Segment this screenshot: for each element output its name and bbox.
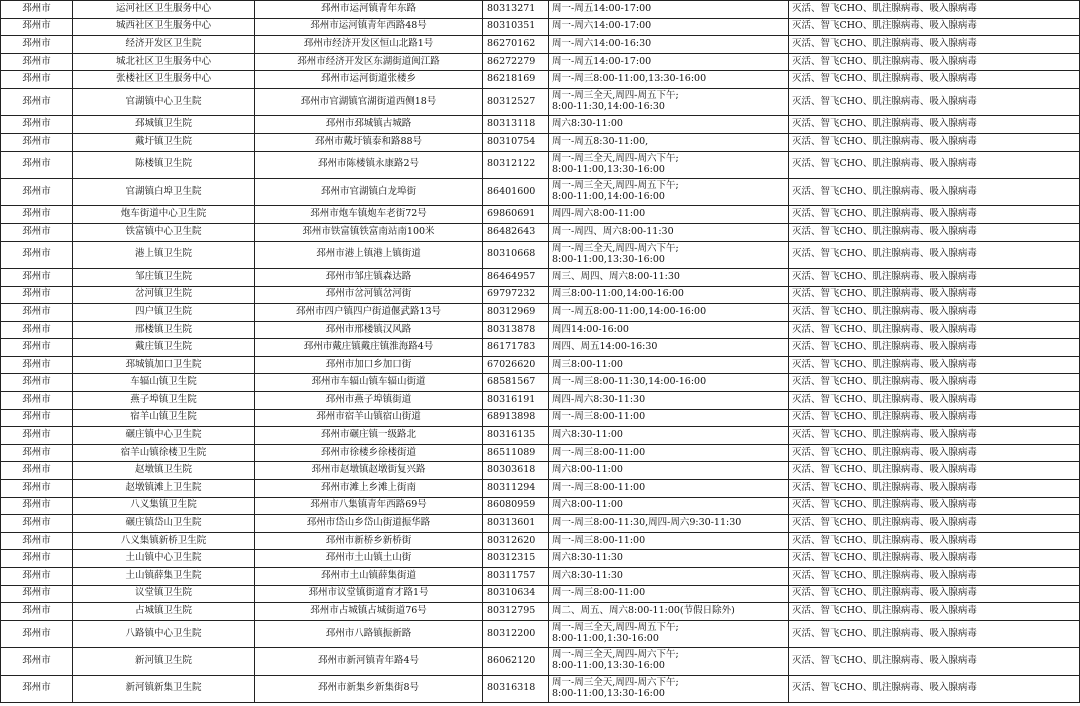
city-cell: 邳州市 [1, 462, 73, 480]
phone-cell: 80310754 [483, 133, 549, 151]
city-cell: 邳州市 [1, 321, 73, 339]
phone-cell: 80313878 [483, 321, 549, 339]
vaccines-cell: 灭活、智飞CHO、肌注腺病毒、吸入腺病毒 [789, 620, 1080, 647]
city-cell: 邳州市 [1, 480, 73, 498]
city-cell: 邳州市 [1, 409, 73, 427]
phone-cell: 80313118 [483, 116, 549, 134]
table-row [1, 53, 1080, 71]
hours-cell [549, 321, 789, 339]
city-cell: 邳州市 [1, 241, 73, 268]
vaccines-cell: 灭活、智飞CHO、肌注腺病毒、吸入腺病毒 [789, 53, 1080, 71]
phone-cell: 86272279 [483, 53, 549, 71]
hours-line: 周一-周三8:00-11:00 [552, 534, 646, 546]
address-cell: 邳州市碾庄镇一级路北 [255, 427, 483, 445]
hours-line: 周一-周六14:00-17:00 [552, 20, 652, 32]
address-cell: 邳州市港上镇港上镇街道 [255, 241, 483, 268]
hours-cell [549, 532, 789, 550]
vaccines-cell: 灭活、智飞CHO、肌注腺病毒、吸入腺病毒 [789, 532, 1080, 550]
address-cell: 邳州市宿羊山镇宿山街道 [255, 409, 483, 427]
city-cell: 邳州市 [1, 206, 73, 224]
table-row [1, 178, 1080, 205]
vaccines-cell: 灭活、智飞CHO、肌注腺病毒、吸入腺病毒 [789, 241, 1080, 268]
address-cell: 邳州市八路镇振新路 [255, 620, 483, 647]
phone-cell: 86464957 [483, 268, 549, 286]
phone-cell: 80316135 [483, 427, 549, 445]
table-row [1, 133, 1080, 151]
table-row [1, 497, 1080, 515]
phone-cell: 80312969 [483, 304, 549, 322]
hours-line: 周四-周六8:30-11:30 [552, 393, 646, 405]
table-row [1, 374, 1080, 392]
table-row [1, 585, 1080, 603]
address-cell: 邳州市炮车镇炮车老街72号 [255, 206, 483, 224]
site-name-cell: 碾庄镇岱山卫生院 [73, 515, 255, 533]
city-cell: 邳州市 [1, 268, 73, 286]
hours-cell [549, 675, 789, 702]
phone-cell: 80303618 [483, 462, 549, 480]
hours-cell [549, 116, 789, 134]
phone-cell: 67026620 [483, 356, 549, 374]
table-row [1, 675, 1080, 702]
hours-line: 周一-周三8:00-11:00 [552, 446, 646, 458]
table-row [1, 71, 1080, 89]
site-name-cell: 邳城镇加口卫生院 [73, 356, 255, 374]
vaccines-cell: 灭活、智飞CHO、肌注腺病毒、吸入腺病毒 [789, 427, 1080, 445]
site-name-cell: 陈楼镇卫生院 [73, 151, 255, 178]
phone-cell: 86080959 [483, 497, 549, 515]
table-row [1, 116, 1080, 134]
hours-cell [549, 356, 789, 374]
city-cell: 邳州市 [1, 444, 73, 462]
hours-line: 周一-周三8:00-11:00 [552, 411, 646, 423]
table-row [1, 462, 1080, 480]
city-cell: 邳州市 [1, 515, 73, 533]
hours-line: 周六8:00-11:00 [552, 464, 623, 476]
address-cell: 邳州市铁富镇铁富南站南100米 [255, 223, 483, 241]
vaccines-cell: 灭活、智飞CHO、肌注腺病毒、吸入腺病毒 [789, 356, 1080, 374]
phone-cell: 80312795 [483, 603, 549, 621]
address-cell: 邳州市经济开发区恒山北路1号 [255, 36, 483, 54]
table-row [1, 620, 1080, 647]
city-cell: 邳州市 [1, 356, 73, 374]
site-name-cell: 燕子埠镇卫生院 [73, 392, 255, 410]
table-row [1, 427, 1080, 445]
address-cell: 邳州市经济开发区东湖街道闽江路 [255, 53, 483, 71]
table-row [1, 392, 1080, 410]
hours-line: 周六8:30-11:30 [552, 569, 623, 581]
hours-cell [549, 427, 789, 445]
site-name-cell: 八义集镇新桥卫生院 [73, 532, 255, 550]
city-cell: 邳州市 [1, 178, 73, 205]
phone-cell: 80312620 [483, 532, 549, 550]
vaccines-cell: 灭活、智飞CHO、肌注腺病毒、吸入腺病毒 [789, 585, 1080, 603]
hours-line: 周一-周三全天,周四-周六下午; [552, 649, 679, 661]
address-cell: 邳州市滩上乡滩上街南 [255, 480, 483, 498]
hours-cell [549, 286, 789, 304]
address-cell: 邳州市车辐山镇车辐山街道 [255, 374, 483, 392]
phone-cell: 80316318 [483, 675, 549, 702]
city-cell: 邳州市 [1, 550, 73, 568]
address-cell: 邳州市岔河镇岔河街 [255, 286, 483, 304]
site-name-cell: 戴庄镇卫生院 [73, 339, 255, 357]
vaccines-cell: 灭活、智飞CHO、肌注腺病毒、吸入腺病毒 [789, 444, 1080, 462]
site-name-cell: 宿羊山镇徐楼卫生院 [73, 444, 255, 462]
city-cell: 邳州市 [1, 88, 73, 115]
hours-line: 周一-周三8:00-11:00,13:30-16:00 [552, 73, 707, 85]
hours-cell [549, 223, 789, 241]
site-name-cell: 宿羊山镇卫生院 [73, 409, 255, 427]
vaccines-cell: 灭活、智飞CHO、肌注腺病毒、吸入腺病毒 [789, 374, 1080, 392]
phone-cell: 80312200 [483, 620, 549, 647]
phone-cell: 80311294 [483, 480, 549, 498]
phone-cell: 80311757 [483, 568, 549, 586]
address-cell: 邳州市赵墩镇赵墩街复兴路 [255, 462, 483, 480]
address-cell: 邳州市官湖镇官湖街道西侧18号 [255, 88, 483, 115]
phone-cell: 69797232 [483, 286, 549, 304]
hours-line: 周一-周五8:00-11:00,14:00-16:00 [552, 305, 707, 317]
hours-line: 8:00-11:00,13:30-16:00 [552, 687, 665, 699]
table-row [1, 568, 1080, 586]
vaccines-cell: 灭活、智飞CHO、肌注腺病毒、吸入腺病毒 [789, 339, 1080, 357]
hours-line: 8:00-11:00,13:30-16:00 [552, 253, 665, 265]
city-cell: 邳州市 [1, 532, 73, 550]
hours-line: 周四-周六8:00-11:00 [552, 208, 646, 220]
hours-line: 周六8:30-11:00 [552, 429, 623, 441]
vaccines-cell: 灭活、智飞CHO、肌注腺病毒、吸入腺病毒 [789, 88, 1080, 115]
city-cell: 邳州市 [1, 304, 73, 322]
table-row [1, 241, 1080, 268]
table-body [1, 1, 1080, 703]
vaccines-cell: 灭活、智飞CHO、肌注腺病毒、吸入腺病毒 [789, 178, 1080, 205]
site-name-cell: 新河镇卫生院 [73, 648, 255, 675]
hours-line: 周四14:00-16:00 [552, 323, 629, 335]
phone-cell: 86062120 [483, 648, 549, 675]
site-name-cell: 议堂镇卫生院 [73, 585, 255, 603]
address-cell: 邳州市四户镇四户街道偃武路13号 [255, 304, 483, 322]
address-cell: 邳州市议堂镇街道育才路1号 [255, 585, 483, 603]
vaccines-cell: 灭活、智飞CHO、肌注腺病毒、吸入腺病毒 [789, 268, 1080, 286]
site-name-cell: 占城镇卫生院 [73, 603, 255, 621]
vaccines-cell: 灭活、智飞CHO、肌注腺病毒、吸入腺病毒 [789, 133, 1080, 151]
address-cell: 邳州市八集镇青年西路69号 [255, 497, 483, 515]
site-name-cell: 炮车街道中心卫生院 [73, 206, 255, 224]
hours-cell [549, 133, 789, 151]
hours-cell [549, 497, 789, 515]
table-row [1, 88, 1080, 115]
site-name-cell: 运河社区卫生服务中心 [73, 1, 255, 19]
hours-cell [549, 71, 789, 89]
vaccines-cell: 灭活、智飞CHO、肌注腺病毒、吸入腺病毒 [789, 568, 1080, 586]
hours-cell [549, 36, 789, 54]
phone-cell: 80310634 [483, 585, 549, 603]
hours-cell [549, 444, 789, 462]
table-row [1, 532, 1080, 550]
vaccines-cell: 灭活、智飞CHO、肌注腺病毒、吸入腺病毒 [789, 497, 1080, 515]
phone-cell: 86482643 [483, 223, 549, 241]
hours-cell [549, 1, 789, 19]
hours-line: 周一-周三8:00-11:00 [552, 587, 646, 599]
table-row [1, 151, 1080, 178]
phone-cell: 80312122 [483, 151, 549, 178]
hours-line: 周一-周五14:00-17:00 [552, 2, 652, 14]
table-row [1, 223, 1080, 241]
phone-cell: 80310668 [483, 241, 549, 268]
site-name-cell: 戴圩镇卫生院 [73, 133, 255, 151]
site-name-cell: 城西社区卫生服务中心 [73, 18, 255, 36]
site-name-cell: 新河镇新集卫生院 [73, 675, 255, 702]
hours-cell [549, 620, 789, 647]
table-row [1, 1, 1080, 19]
site-name-cell: 官湖镇白埠卫生院 [73, 178, 255, 205]
site-name-cell: 铁富镇中心卫生院 [73, 223, 255, 241]
phone-cell: 86511089 [483, 444, 549, 462]
site-name-cell: 邹庄镇卫生院 [73, 268, 255, 286]
table-row [1, 515, 1080, 533]
hours-cell [549, 339, 789, 357]
table-row [1, 409, 1080, 427]
hours-line: 8:00-11:00,13:30-16:00 [552, 660, 665, 672]
address-cell: 邳州市运河镇青年东路 [255, 1, 483, 19]
address-cell: 邳州市占城镇占城街道76号 [255, 603, 483, 621]
hours-line: 8:00-11:30,14:00-16:30 [552, 101, 665, 113]
city-cell: 邳州市 [1, 53, 73, 71]
hours-line: 周一-周六14:00-16:30 [552, 38, 652, 50]
phone-cell: 80316191 [483, 392, 549, 410]
hours-line: 周三8:00-11:00,14:00-16:00 [552, 288, 684, 300]
site-name-cell: 八义集镇卫生院 [73, 497, 255, 515]
city-cell: 邳州市 [1, 603, 73, 621]
hours-line: 周二、周五、周六8:00-11:00(节假日除外) [552, 605, 735, 617]
hours-cell [549, 88, 789, 115]
city-cell: 邳州市 [1, 568, 73, 586]
table-row [1, 206, 1080, 224]
vaccines-cell: 灭活、智飞CHO、肌注腺病毒、吸入腺病毒 [789, 151, 1080, 178]
hours-line: 周一-周三8:00-11:00 [552, 481, 646, 493]
hours-line: 周一-周三全天,周四-周六下午; [552, 242, 679, 254]
address-cell: 邳州市戴庄镇戴庄镇淮海路4号 [255, 339, 483, 357]
hours-line: 周一-周三全天,周四-周六下午; [552, 676, 679, 688]
table-row [1, 268, 1080, 286]
vaccines-cell: 灭活、智飞CHO、肌注腺病毒、吸入腺病毒 [789, 648, 1080, 675]
vaccines-cell: 灭活、智飞CHO、肌注腺病毒、吸入腺病毒 [789, 603, 1080, 621]
vaccines-cell: 灭活、智飞CHO、肌注腺病毒、吸入腺病毒 [789, 409, 1080, 427]
city-cell: 邳州市 [1, 71, 73, 89]
site-name-cell: 邢楼镇卫生院 [73, 321, 255, 339]
hours-line: 周一-周三8:00-11:30,14:00-16:00 [552, 376, 707, 388]
hours-cell [549, 374, 789, 392]
address-cell: 邳州市戴圩镇泰和路88号 [255, 133, 483, 151]
city-cell: 邳州市 [1, 392, 73, 410]
site-name-cell: 港上镇卫生院 [73, 241, 255, 268]
vaccines-cell: 灭活、智飞CHO、肌注腺病毒、吸入腺病毒 [789, 36, 1080, 54]
phone-cell: 69860691 [483, 206, 549, 224]
hours-cell [549, 206, 789, 224]
address-cell: 邳州市运河镇青年西路48号 [255, 18, 483, 36]
phone-cell: 86270162 [483, 36, 549, 54]
hours-cell [549, 392, 789, 410]
table-row [1, 648, 1080, 675]
city-cell: 邳州市 [1, 675, 73, 702]
hours-cell [549, 480, 789, 498]
address-cell: 邳州市官湖镇白龙埠街 [255, 178, 483, 205]
address-cell: 邳州市新桥乡新桥街 [255, 532, 483, 550]
site-name-cell: 赵墩镇卫生院 [73, 462, 255, 480]
vaccines-cell: 灭活、智飞CHO、肌注腺病毒、吸入腺病毒 [789, 321, 1080, 339]
city-cell: 邳州市 [1, 18, 73, 36]
hours-cell [549, 409, 789, 427]
hours-cell [549, 515, 789, 533]
vaccines-cell: 灭活、智飞CHO、肌注腺病毒、吸入腺病毒 [789, 675, 1080, 702]
vaccines-cell: 灭活、智飞CHO、肌注腺病毒、吸入腺病毒 [789, 116, 1080, 134]
hours-cell [549, 568, 789, 586]
hours-line: 周四、周五14:00-16:30 [552, 341, 658, 353]
hours-cell [549, 550, 789, 568]
phone-cell: 80312527 [483, 88, 549, 115]
site-name-cell: 经济开发区卫生院 [73, 36, 255, 54]
hours-cell [549, 648, 789, 675]
address-cell: 邳州市新河镇青年路4号 [255, 648, 483, 675]
hours-cell [549, 603, 789, 621]
phone-cell: 80310351 [483, 18, 549, 36]
hours-line: 周六8:00-11:00 [552, 499, 623, 511]
vaccines-cell: 灭活、智飞CHO、肌注腺病毒、吸入腺病毒 [789, 286, 1080, 304]
hours-cell [549, 241, 789, 268]
address-cell: 邳州市邳城镇古城路 [255, 116, 483, 134]
table-row [1, 550, 1080, 568]
hours-line: 周一-周三8:00-11:30,周四-周六9:30-11:30 [552, 517, 742, 529]
hours-cell [549, 462, 789, 480]
city-cell: 邳州市 [1, 648, 73, 675]
city-cell: 邳州市 [1, 339, 73, 357]
phone-cell: 80313601 [483, 515, 549, 533]
site-name-cell: 四户镇卫生院 [73, 304, 255, 322]
site-name-cell: 官湖镇中心卫生院 [73, 88, 255, 115]
phone-cell: 80312315 [483, 550, 549, 568]
hours-line: 8:00-11:00,14:00-16:00 [552, 191, 665, 203]
address-cell: 邳州市新集乡新集街8号 [255, 675, 483, 702]
hours-line: 周一-周五8:30-11:00, [552, 135, 649, 147]
city-cell: 邳州市 [1, 620, 73, 647]
phone-cell: 80313271 [483, 1, 549, 19]
hours-line: 周一-周三全天,周四-周五下午; [552, 90, 679, 102]
site-name-cell: 八路镇中心卫生院 [73, 620, 255, 647]
hours-line: 周一-周五14:00-17:00 [552, 55, 652, 67]
vaccines-cell: 灭活、智飞CHO、肌注腺病毒、吸入腺病毒 [789, 515, 1080, 533]
city-cell: 邳州市 [1, 223, 73, 241]
site-name-cell: 张楼社区卫生服务中心 [73, 71, 255, 89]
vaccines-cell: 灭活、智飞CHO、肌注腺病毒、吸入腺病毒 [789, 1, 1080, 19]
site-name-cell: 土山镇薛集卫生院 [73, 568, 255, 586]
address-cell: 邳州市邢楼镇汉风路 [255, 321, 483, 339]
address-cell: 邳州市邹庄镇森达路 [255, 268, 483, 286]
table-row [1, 356, 1080, 374]
city-cell: 邳州市 [1, 427, 73, 445]
address-cell: 邳州市运河街道张楼乡 [255, 71, 483, 89]
site-name-cell: 碾庄镇中心卫生院 [73, 427, 255, 445]
hours-line: 周三、周四、周六8:00-11:30 [552, 270, 680, 282]
hours-cell [549, 53, 789, 71]
hours-cell [549, 304, 789, 322]
city-cell: 邳州市 [1, 497, 73, 515]
vaccines-cell: 灭活、智飞CHO、肌注腺病毒、吸入腺病毒 [789, 480, 1080, 498]
address-cell: 邳州市土山镇薛集街道 [255, 568, 483, 586]
city-cell: 邳州市 [1, 36, 73, 54]
hours-cell [549, 18, 789, 36]
hours-line: 周一-周三全天,周四-周六下午; [552, 152, 679, 164]
phone-cell: 68581567 [483, 374, 549, 392]
hours-line: 周三8:00-11:00 [552, 358, 623, 370]
hours-line: 周一-周四、周六8:00-11:30 [552, 225, 674, 237]
city-cell: 邳州市 [1, 374, 73, 392]
city-cell: 邳州市 [1, 133, 73, 151]
hours-line: 周一-周三全天,周四-周五下午; [552, 180, 679, 192]
address-cell: 邳州市陈楼镇永康路2号 [255, 151, 483, 178]
table-row [1, 321, 1080, 339]
table-row [1, 339, 1080, 357]
city-cell: 邳州市 [1, 151, 73, 178]
table-row [1, 18, 1080, 36]
address-cell: 邳州市岱山乡岱山街道振华路 [255, 515, 483, 533]
phone-cell: 86171783 [483, 339, 549, 357]
phone-cell: 86401600 [483, 178, 549, 205]
table-row [1, 286, 1080, 304]
site-name-cell: 赵墩镇滩上卫生院 [73, 480, 255, 498]
address-cell: 邳州市燕子埠镇街道 [255, 392, 483, 410]
vaccines-cell: 灭活、智飞CHO、肌注腺病毒、吸入腺病毒 [789, 462, 1080, 480]
hours-line: 周六8:30-11:30 [552, 552, 623, 564]
vaccines-cell: 灭活、智飞CHO、肌注腺病毒、吸入腺病毒 [789, 392, 1080, 410]
city-cell: 邳州市 [1, 585, 73, 603]
vaccines-cell: 灭活、智飞CHO、肌注腺病毒、吸入腺病毒 [789, 550, 1080, 568]
hours-line: 8:00-11:00,1:30-16:00 [552, 632, 659, 644]
hours-line: 8:00-11:00,13:30-16:00 [552, 163, 665, 175]
address-cell: 邳州市加口乡加口街 [255, 356, 483, 374]
city-cell: 邳州市 [1, 286, 73, 304]
site-name-cell: 土山镇中心卫生院 [73, 550, 255, 568]
site-name-cell: 岔河镇卫生院 [73, 286, 255, 304]
vaccines-cell: 灭活、智飞CHO、肌注腺病毒、吸入腺病毒 [789, 18, 1080, 36]
site-name-cell: 车辐山镇卫生院 [73, 374, 255, 392]
hours-line: 周一-周三全天,周四-周五下午; [552, 622, 679, 634]
address-cell: 邳州市土山镇土山街 [255, 550, 483, 568]
hours-cell [549, 151, 789, 178]
city-cell: 邳州市 [1, 116, 73, 134]
vaccines-cell: 灭活、智飞CHO、肌注腺病毒、吸入腺病毒 [789, 223, 1080, 241]
vaccines-cell: 灭活、智飞CHO、肌注腺病毒、吸入腺病毒 [789, 304, 1080, 322]
phone-cell: 68913898 [483, 409, 549, 427]
phone-cell: 86218169 [483, 71, 549, 89]
table-row [1, 603, 1080, 621]
hours-cell [549, 178, 789, 205]
city-cell: 邳州市 [1, 1, 73, 19]
site-name-cell: 城北社区卫生服务中心 [73, 53, 255, 71]
vaccines-cell: 灭活、智飞CHO、肌注腺病毒、吸入腺病毒 [789, 206, 1080, 224]
address-cell: 邳州市徐楼乡徐楼街道 [255, 444, 483, 462]
table-row [1, 36, 1080, 54]
hours-cell [549, 268, 789, 286]
table-row [1, 480, 1080, 498]
table-row [1, 444, 1080, 462]
hours-cell [549, 585, 789, 603]
hours-line: 周六8:30-11:00 [552, 118, 623, 130]
table-row [1, 304, 1080, 322]
vaccines-cell: 灭活、智飞CHO、肌注腺病毒、吸入腺病毒 [789, 71, 1080, 89]
site-name-cell: 邳城镇卫生院 [73, 116, 255, 134]
